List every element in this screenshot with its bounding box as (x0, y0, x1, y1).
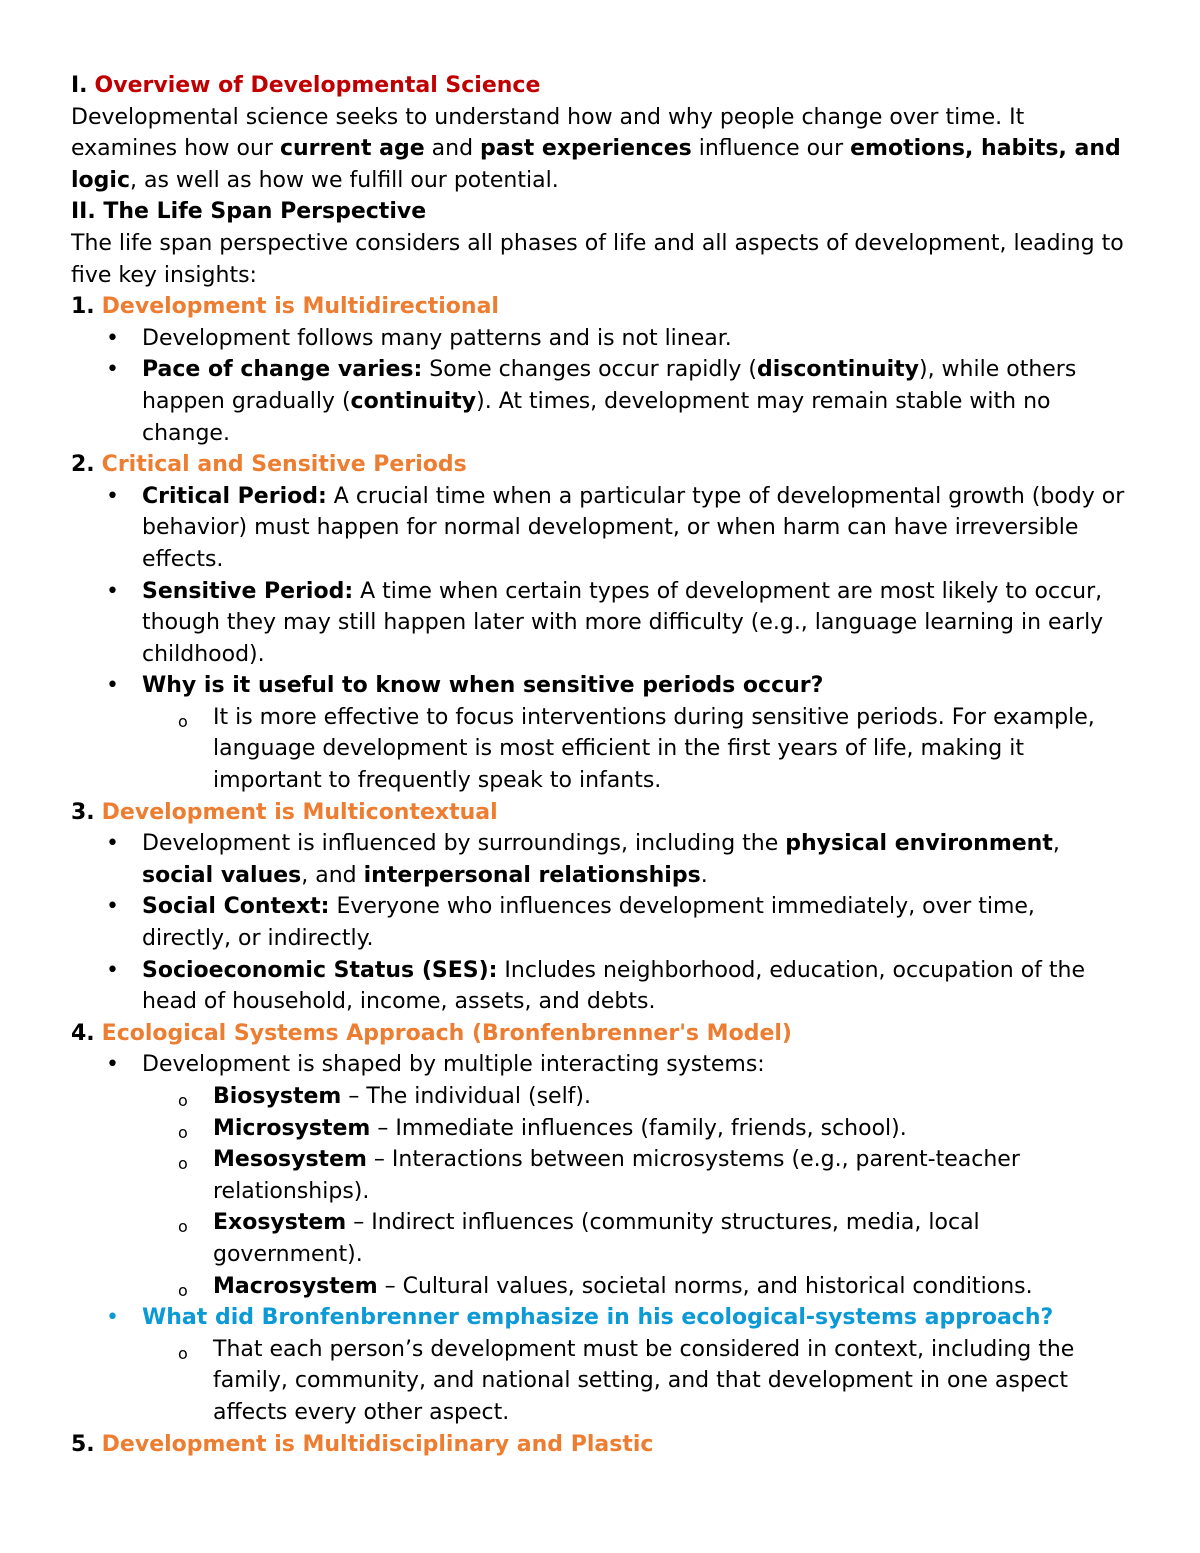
insight-5-heading (71, 1429, 1130, 1461)
insight-1-number: 1. (71, 294, 95, 320)
list-item: • Development follows many patterns and is not linear. (71, 323, 1130, 355)
bold-term: discontinuity (757, 357, 919, 383)
question-text: What did Bronfenbrenner emphasize in his ecological-systems approach? (142, 1305, 1054, 1331)
text-run: Development is influenced by surroundings, including the (142, 831, 786, 857)
bold-term: Critical Period: (142, 483, 327, 509)
list-item (71, 670, 1130, 796)
bold-term: Macrosystem (213, 1273, 378, 1299)
system-item-mesosystem (142, 1144, 1130, 1207)
bold-term: Socioeconomic Status (SES): (142, 957, 498, 983)
bold-term: interpersonal relationships (363, 862, 701, 888)
text-run: Development is shaped by multiple interacting systems: (142, 1052, 765, 1078)
insight-2-title: Critical and Sensitive Periods (101, 452, 467, 478)
list-item (71, 1049, 1130, 1302)
insight-1-title: Development is Multidirectional (101, 294, 499, 320)
insight-3-number: 3. (71, 799, 95, 825)
bold-term: Pace of change varies: (142, 357, 423, 383)
question-text: Why is it useful to know when sensitive periods occur? (142, 673, 824, 699)
list-item (71, 955, 1130, 1018)
list-item (71, 481, 1130, 576)
bold-term: social values (142, 862, 302, 888)
insight-5-title: Development is Multidisciplinary and Plastic (101, 1431, 654, 1457)
bold-term: Sensitive Period: (142, 578, 354, 604)
section-1-title: Overview of Developmental Science (94, 73, 541, 98)
bold-term: Biosystem (213, 1084, 342, 1109)
bold-term: current age (279, 136, 425, 162)
text-run: – The individual (self). (341, 1084, 591, 1109)
text-run: . (700, 862, 708, 888)
insight-2-number: 2. (71, 452, 95, 478)
system-item-macrosystem (142, 1271, 1130, 1303)
system-item-biosystem (142, 1081, 1130, 1113)
text-run: – Cultural values, societal norms, and historical conditions. (377, 1273, 1033, 1299)
bold-term: Mesosystem (213, 1147, 367, 1173)
insight-3-list (71, 828, 1130, 1018)
list-item (71, 354, 1130, 449)
insight-4-list (71, 1049, 1130, 1428)
text-run: influence our (691, 136, 851, 162)
insight-3-title: Development is Multicontextual (101, 799, 498, 825)
insight-1-list (71, 323, 1130, 449)
insight-4-heading (71, 1018, 1130, 1050)
text-run: Developmental science seeks to understand how and why people change over time. It examines how our (71, 104, 1025, 162)
section-1-heading (71, 70, 1130, 102)
text-run: – Interactions between microsystems (e.g., parent-teacher relationships). (213, 1147, 1020, 1204)
list-item (71, 1302, 1130, 1428)
bold-term: continuity (350, 388, 477, 414)
text-run: – Indirect influences (community structures, media, local government). (213, 1210, 980, 1267)
system-item-microsystem (142, 1113, 1130, 1145)
systems-list (142, 1081, 1130, 1302)
sub-list (142, 1334, 1130, 1429)
sub-list-item: o That each person’s development must be considered in context, including the family, community, and national setting, and that development in one aspect affects every other aspect. (142, 1334, 1130, 1429)
system-item-exosystem (142, 1207, 1130, 1270)
section-1-paragraph (71, 102, 1130, 197)
text-run: , (1052, 831, 1060, 857)
section-2-intro: The life span perspective considers all phases of life and all aspects of development, leading to five key insights: (71, 230, 1124, 288)
sub-list (142, 702, 1130, 797)
sub-list-item: o It is more effective to focus interventions during sensitive periods. For example, language development is most efficient in the first years of life, making it important to frequently speak to infants. (142, 702, 1130, 797)
bold-term: past experiences (480, 136, 692, 162)
list-item (71, 576, 1130, 671)
text-run: ). At times, development may remain stable with no change. (142, 388, 1051, 446)
text-run: , and (301, 862, 364, 888)
text-run: Everyone who influences development immediately, over time, directly, or indirectly. (142, 894, 1035, 952)
text-run: – Immediate influences (family, friends, school). (370, 1115, 907, 1141)
bold-term: emotions, habits, and logic (71, 136, 1121, 193)
text-run: A time when certain types of development are most likely to occur, though they may still happen later with more difficulty (e.g., language learning in early childhood). (142, 578, 1104, 667)
section-2-heading: II. The Life Span Perspective (71, 199, 427, 225)
text-run: , as well as how we fulfill our potential. (130, 167, 559, 193)
insight-5-number: 5. (71, 1431, 95, 1457)
insight-1-heading (71, 291, 1130, 323)
section-1-number: I. (71, 73, 88, 98)
text-run: Some changes occur rapidly ( (422, 357, 757, 383)
bold-term: Social Context: (142, 894, 330, 920)
insight-2-heading (71, 449, 1130, 481)
list-item (71, 891, 1130, 954)
bold-term: Exosystem (213, 1210, 347, 1236)
insight-3-heading (71, 797, 1130, 829)
text-run: A crucial time when a particular type of developmental growth (body or behavior) must happen for normal development, or when harm can have irreversible effects. (142, 483, 1125, 572)
insight-4-number: 4. (71, 1020, 95, 1046)
insight-2-list (71, 481, 1130, 797)
insight-4-title: Ecological Systems Approach (Bronfenbrenner's Model) (101, 1020, 792, 1046)
bold-term: physical environment (785, 831, 1053, 857)
text-run: and (424, 136, 481, 162)
list-item (71, 828, 1130, 891)
text-run: Includes neighborhood, education, occupation of the head of household, income, assets, and debts. (142, 957, 1085, 1015)
bold-term: Microsystem (213, 1115, 371, 1141)
text-run: ), while others happen gradually ( (142, 357, 1077, 414)
